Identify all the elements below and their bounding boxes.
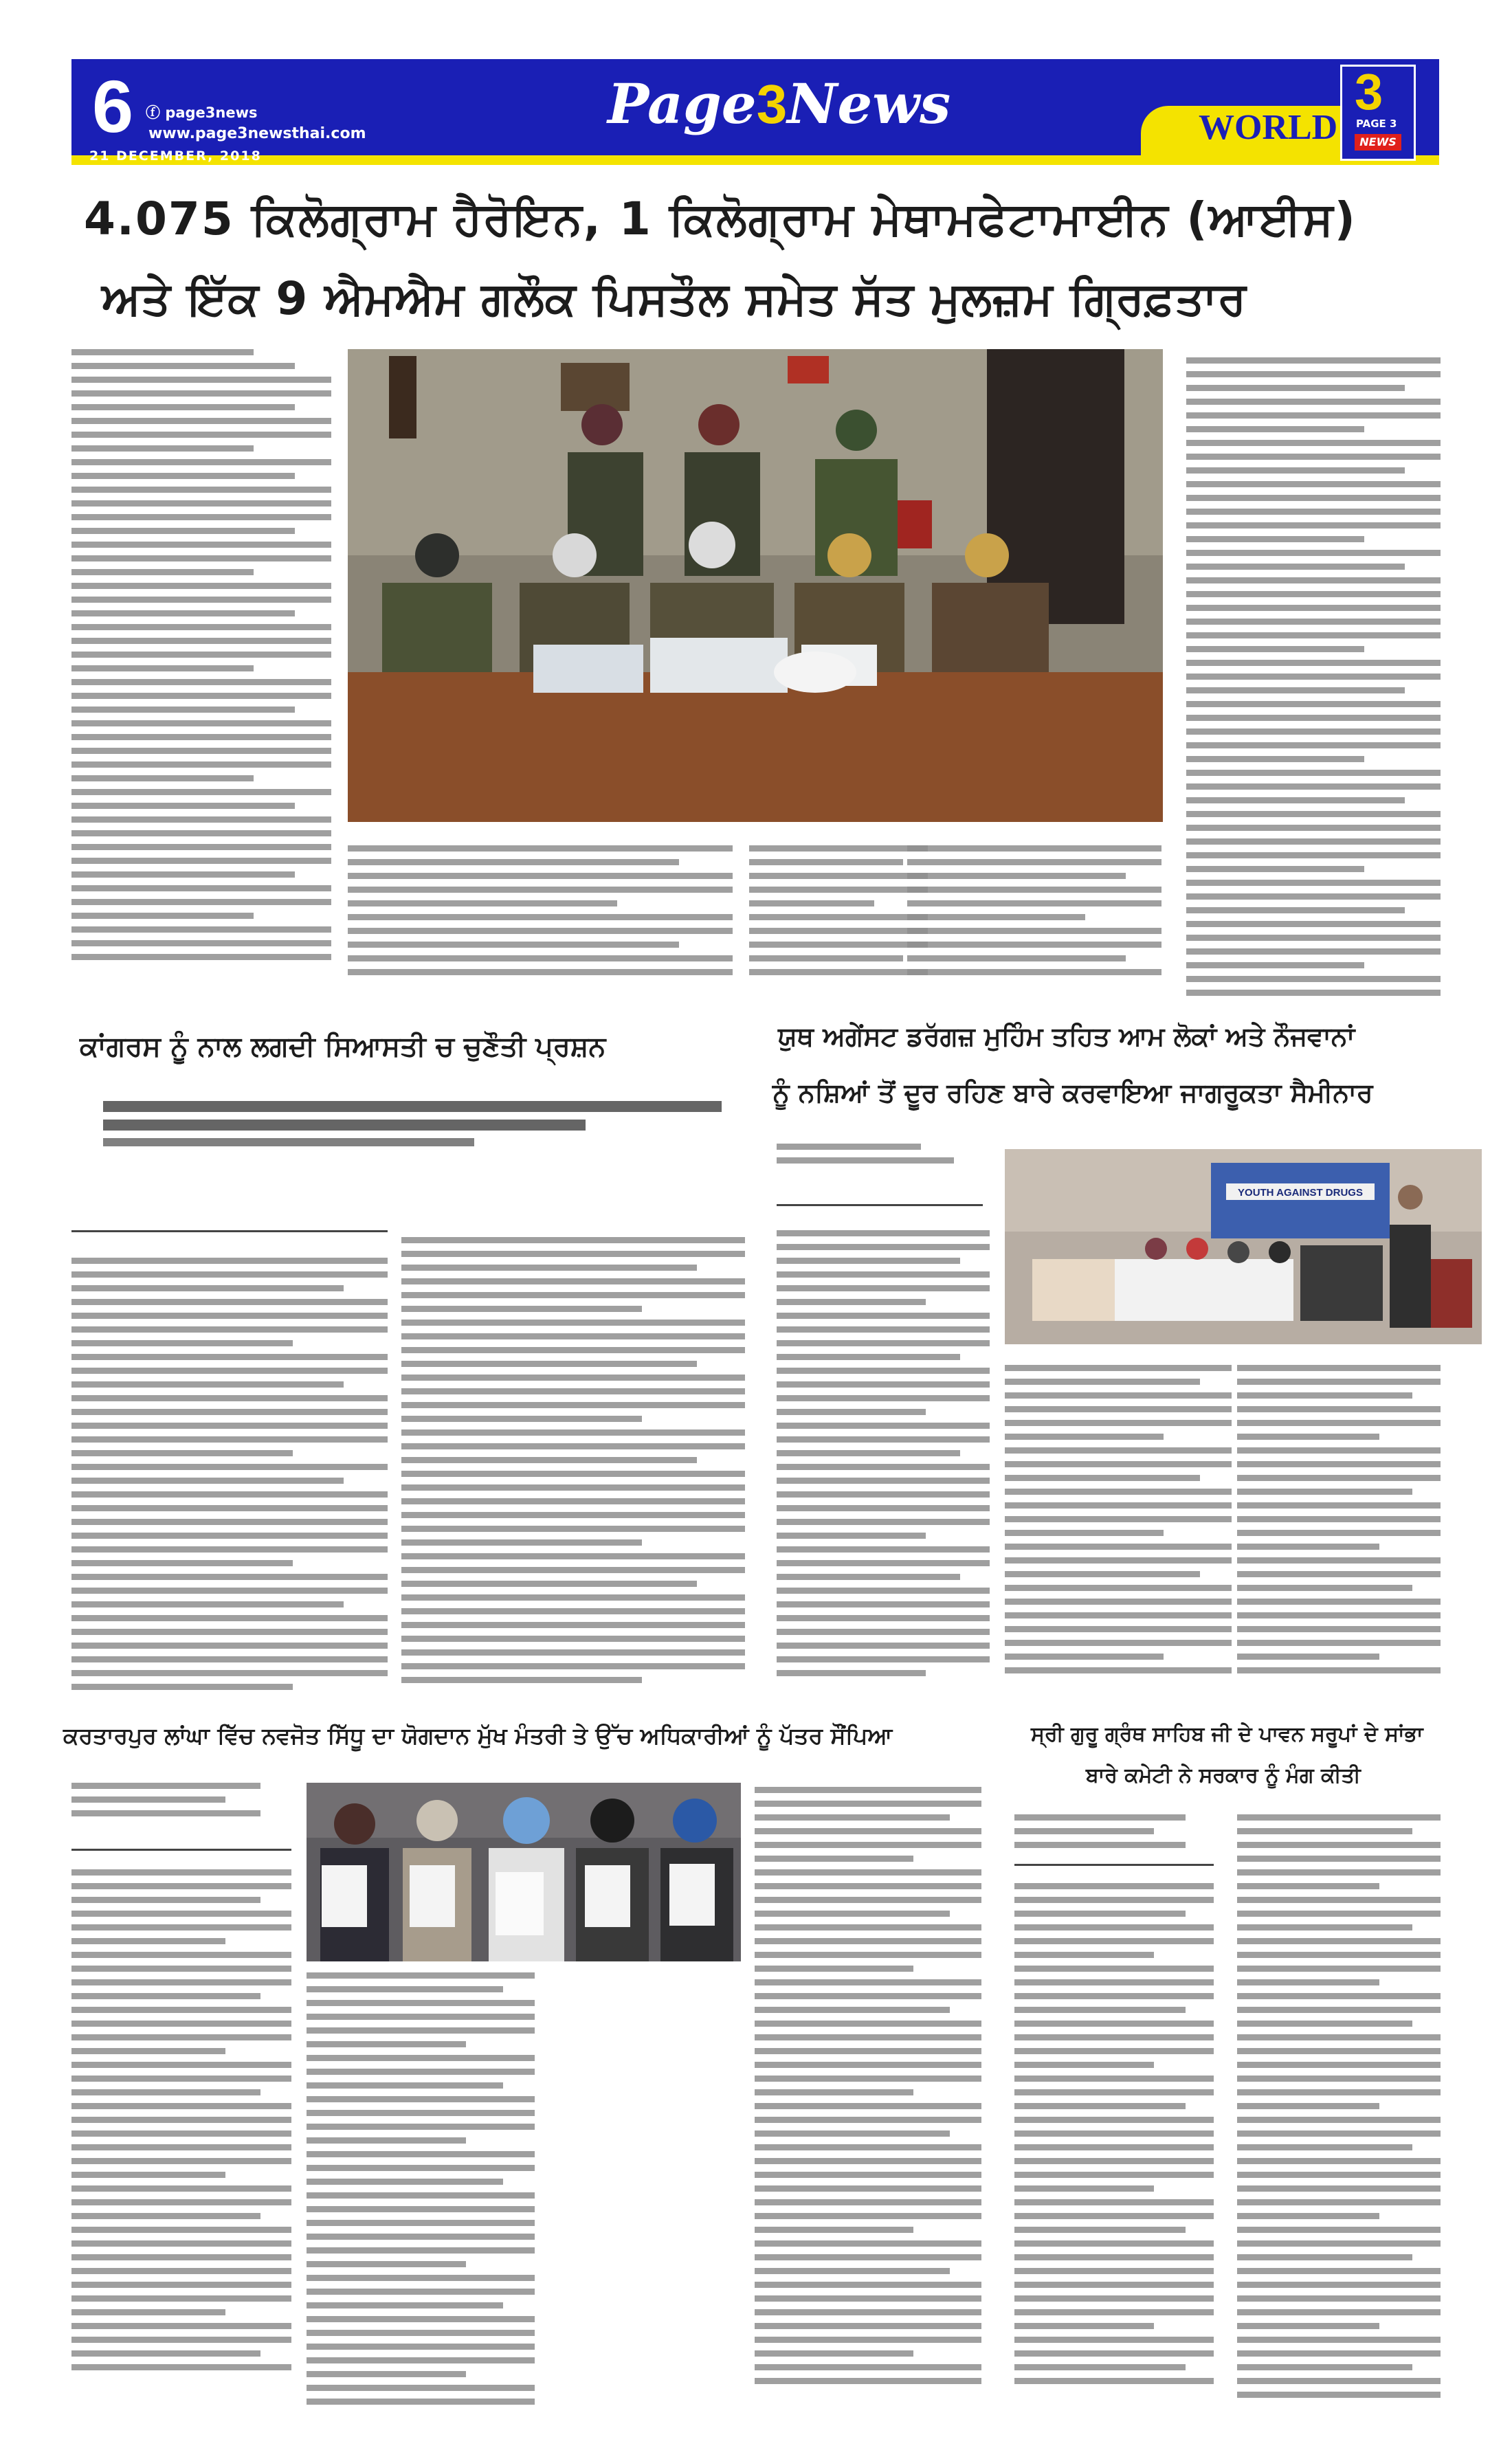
seminar-banner-text: YOUTH AGAINST DRUGS bbox=[1238, 1187, 1363, 1199]
story-left-col2 bbox=[401, 1237, 745, 1704]
section-label: WORLD bbox=[1199, 108, 1338, 147]
main-story-left-column bbox=[71, 349, 331, 1030]
story-right-col1 bbox=[777, 1230, 990, 1698]
delegation-holding-letters-photo bbox=[307, 1783, 741, 1961]
story-right-col2 bbox=[1005, 1365, 1232, 1695]
story-bottom-right-col1 bbox=[1014, 1883, 1214, 2412]
website-link[interactable]: www.page3newsthai.com bbox=[148, 125, 366, 142]
story-bottom-left-col1 bbox=[71, 1869, 291, 2405]
main-headline-line1: 4.075 ਕਿਲੋਗ੍ਰਾਮ ਹੈਰੋਇਨ, 1 ਕਿਲੋਗ੍ਰਾਮ ਮੇਥਾਮਫੇਟਾਮਾਈਨ (ਆਈਸ) bbox=[84, 192, 1357, 245]
divider bbox=[1014, 1864, 1214, 1866]
page3-badge-logo bbox=[1340, 65, 1416, 161]
facebook-icon: ⓕ bbox=[146, 104, 166, 121]
story-bottom-left-headline: ਕਰਤਾਰਪੁਰ ਲਾਂਘਾ ਵਿੱਚ ਨਵਜੋਤ ਸਿੱਧੂ ਦਾ ਯੋਗਦਾਨ ਮੁੱਖ ਮੰਤਰੀ ਤੇ ਉੱਚ ਅਧਿਕਾਰੀਆਂ ਨੂੰ ਪੱਤਰ ਸੌਂਪਿਆ bbox=[63, 1722, 893, 1749]
page3news-logo bbox=[608, 71, 950, 136]
main-story-col2 bbox=[348, 845, 733, 997]
story-right-col3 bbox=[1237, 1365, 1441, 1695]
youth-against-drugs-seminar-photo bbox=[1005, 1149, 1482, 1344]
main-story-col4 bbox=[907, 845, 1161, 997]
badge-number: 3 bbox=[1355, 63, 1383, 120]
social-handle[interactable] bbox=[146, 102, 258, 122]
masthead-strip bbox=[71, 155, 1439, 165]
story-right-headline-line2: ਨੂੰ ਨਸ਼ਿਆਂ ਤੋਂ ਦੂਰ ਰਹਿਣ ਬਾਰੇ ਕਰਵਾਇਆ ਜਾਗਰੂਕਤਾ ਸੈਮੀਨਾਰ bbox=[772, 1078, 1373, 1108]
divider bbox=[71, 1849, 291, 1851]
story-right-headline-line1: ਯੁਥ ਅਗੇਂਸਟ ਡਰੱਗਜ਼ ਮੁਹਿੰਮ ਤਹਿਤ ਆਮ ਲੋਕਾਂ ਅਤੇ ਨੌਜਵਾਨਾਂ bbox=[778, 1021, 1355, 1051]
divider bbox=[71, 1230, 388, 1232]
issue-date: 21 DECEMBER, 2018 bbox=[89, 148, 262, 164]
divider bbox=[777, 1204, 983, 1206]
social-handle-text: page3news bbox=[165, 104, 258, 121]
story-bottom-left-col3 bbox=[755, 1787, 981, 2412]
story-left-headline: ਕਾਂਗਰਸ ਨੂੰ ਨਾਲ ਲਗਦੀ ਸਿਆਸਤੀ ਚ ਚੁਣੌਤੀ ਪ੍ਰਸ਼ਨ bbox=[80, 1031, 606, 1062]
story-bottom-right-headline-line2: ਬਾਰੇ ਕਮੇਟੀ ਨੇ ਸਰਕਾਰ ਨੂੰ ਮੰਗ ਕੀਤੀ bbox=[1086, 1763, 1361, 1788]
badge-page-text: PAGE 3 bbox=[1356, 118, 1397, 130]
story-bottom-right-byline bbox=[1014, 1814, 1214, 1869]
story-left-col1 bbox=[71, 1258, 388, 1704]
main-story-col3 bbox=[749, 845, 928, 997]
story-bottom-right-col2 bbox=[1237, 1814, 1441, 2412]
main-story-right-column bbox=[1186, 357, 1441, 997]
logo-text-news: News bbox=[787, 71, 951, 136]
police-press-conference-photo bbox=[348, 349, 1163, 822]
story-right-byline bbox=[777, 1144, 983, 1199]
main-headline-line2: ਅਤੇ ਇੱਕ 9 ਐਮਐਮ ਗਲੌਕ ਪਿਸਤੌਲ ਸਮੇਤ ਸੱਤ ਮੁਲਜ਼ਮ ਗ੍ਰਿਫ਼ਤਾਰ bbox=[102, 272, 1247, 325]
page-number: 6 bbox=[92, 65, 134, 148]
story-bottom-left-byline bbox=[71, 1783, 291, 1845]
logo-text-page: Page bbox=[608, 71, 757, 136]
story-left-subhead bbox=[103, 1101, 722, 1177]
logo-text-3: 3 bbox=[756, 74, 788, 135]
badge-news-text: NEWS bbox=[1355, 134, 1401, 151]
story-bottom-right-headline-line1: ਸ੍ਰੀ ਗੁਰੂ ਗ੍ਰੰਥ ਸਾਹਿਬ ਜੀ ਦੇ ਪਾਵਨ ਸਰੂਪਾਂ ਦੇ ਸਾਂਭਾ bbox=[1031, 1722, 1423, 1746]
story-bottom-left-col2 bbox=[307, 1972, 535, 2412]
masthead bbox=[71, 59, 1439, 175]
